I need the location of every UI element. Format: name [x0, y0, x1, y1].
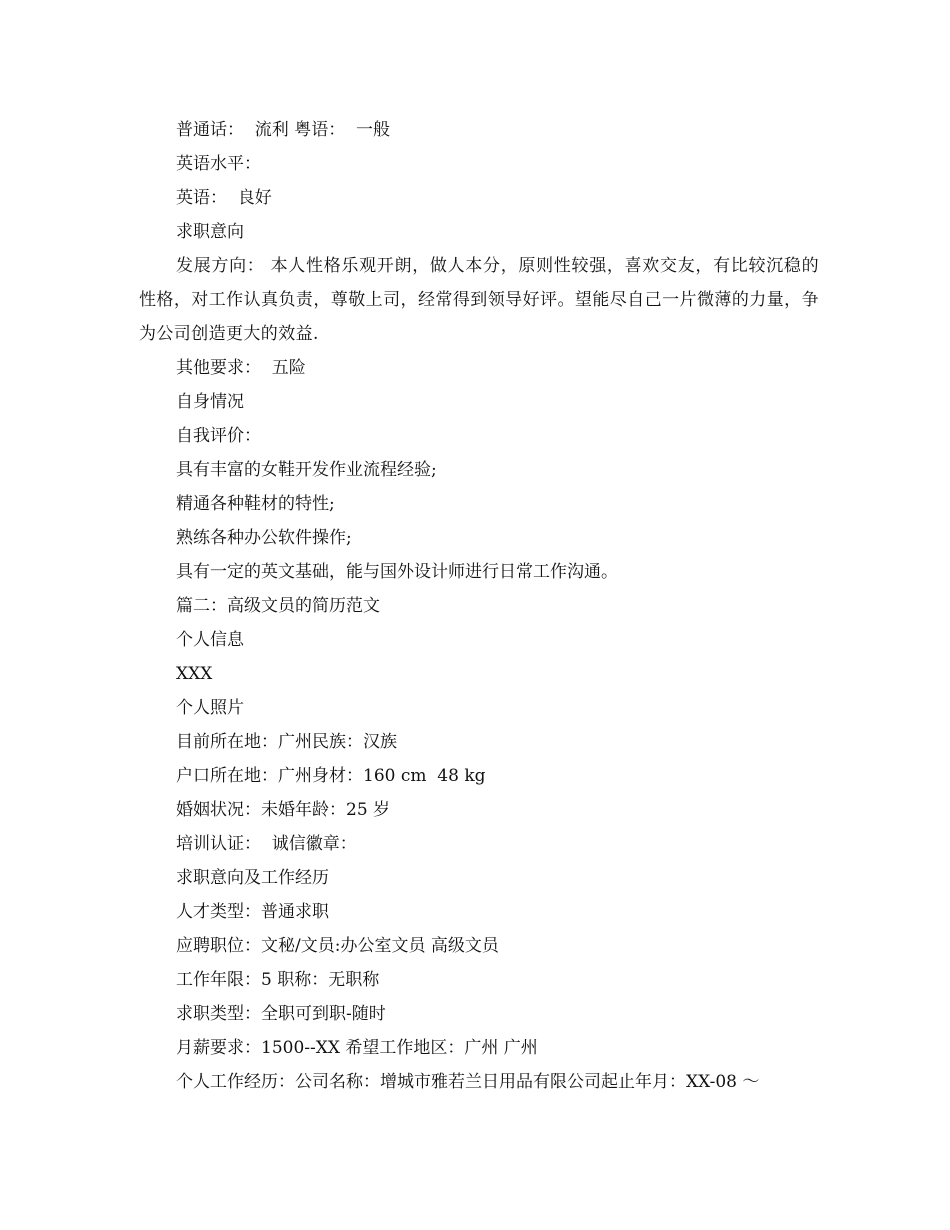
text-line-english: 英语： 良好	[176, 188, 272, 208]
section-heading-job-intention: 求职意向	[176, 222, 244, 242]
text-line-marital-age: 婚姻状况：未婚年龄：25 岁	[176, 800, 391, 820]
text-line-household-figure: 户口所在地：广州身材：160 cm 48 kg	[176, 766, 486, 786]
text-line-self-evaluation: 自我评价：	[176, 426, 261, 446]
text-line-english-level: 英语水平：	[176, 154, 261, 174]
document-body	[139, 113, 819, 1099]
text-line-job-type: 求职类型：全职可到职-随时	[176, 1004, 386, 1024]
paragraph-development-direction: 发展方向： 本人性格乐观开朗，做人本分，原则性较强，喜欢交友，有比较沉稳的性格，对工作认真负责，尊敬上司，经常得到领导好评。望能尽自己一片微薄的力量，争为公司创造更大的效益.	[139, 256, 819, 344]
text-line-other-requirements: 其他要求： 五险	[176, 358, 306, 378]
text-line-location-ethnicity: 目前所在地：广州民族：汉族	[176, 732, 397, 752]
text-line-certification: 培训认证： 诚信徽章：	[176, 834, 357, 854]
text-line-english-basis: 具有一定的英文基础，能与国外设计师进行日常工作沟通。	[176, 562, 618, 582]
section-heading-intention-experience: 求职意向及工作经历	[176, 868, 329, 888]
text-line-materials: 精通各种鞋材的特性;	[176, 494, 335, 514]
section-heading-self-situation: 自身情况	[176, 392, 244, 412]
text-line-years-title: 工作年限：5 职称：无职称	[176, 970, 380, 990]
text-line-name: XXX	[176, 664, 213, 684]
text-line-mandarin-cantonese: 普通话： 流利 粤语： 一般	[176, 120, 391, 140]
text-line-salary-area: 月薪要求：1500--XX 希望工作地区：广州 广州	[176, 1038, 538, 1058]
text-line-office-software: 熟练各种办公软件操作;	[176, 528, 352, 548]
text-line-photo: 个人照片	[176, 698, 244, 718]
section-heading-personal-info: 个人信息	[176, 630, 244, 650]
section-heading-part-two: 篇二：高级文员的简历范文	[176, 596, 380, 616]
text-line-experience: 具有丰富的女鞋开发作业流程经验;	[176, 460, 437, 480]
text-line-position: 应聘职位：文秘/文员:办公室文员 高级文员	[176, 936, 499, 956]
text-line-talent-type: 人才类型：普通求职	[176, 902, 329, 922]
text-line-work-history: 个人工作经历：公司名称：增城市雅若兰日用品有限公司起止年月：XX-08 ～	[176, 1072, 760, 1092]
